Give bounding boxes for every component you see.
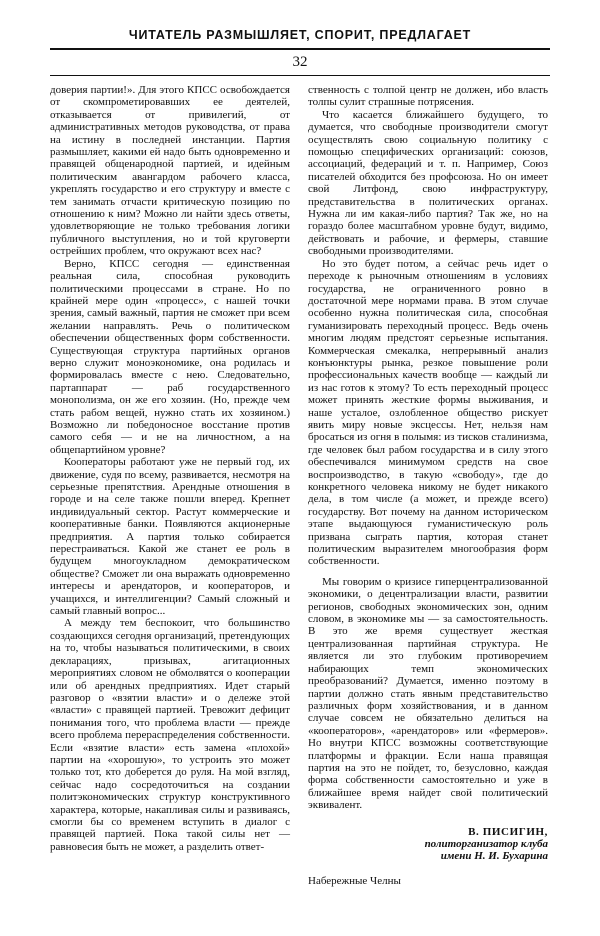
author-signature [308, 826, 548, 863]
left-column [50, 84, 290, 853]
right-column [308, 84, 548, 887]
paragraph: доверия партии!». Для этого КПСС освобождается от скомпрометировавших ее деятелей, отказывается от привилегий, от административных методов руководства, от права на истину в последней инстанции. Партия размышляет, какими ей надо быть одновременно и правящей общенародной партией, и идейным политическим авангардом рабочего класса, укреплять государство и его структуру и вместе с тем занимать отчасти критическую позицию по отношению к ним? Можно ли найти здесь ответы, удовлетворяющие не только требования логики публичного выступления, но и той круговерти острейших проблем, что окружают всех нас? [50, 84, 290, 258]
section-header: ЧИТАТЕЛЬ РАЗМЫШЛЯЕТ, СПОРИТ, ПРЕДЛАГАЕТ [128, 28, 472, 42]
page-number-rule [50, 75, 550, 76]
author-name: В. ПИСИГИН, [468, 825, 548, 838]
paragraph: ственность с толпой центр не должен, ибо власть толпы сулит страшные потрясения. [308, 84, 548, 109]
paragraph: А между тем беспокоит, что большинство создающихся сегодня организаций, претендующих на то, чтобы называться политическими, в своих декларациях, призывах, агитационных мероприятиях словом не обмолвятся о кооперации или об арендных предприятиях. Идет старый разговор о «взятии власти» и о дележе этой «власти» с правящей партией. Тревожит дефицит понимания того, что проблема власти — прежде всего проблема перераспределения собственности. Если «взятие власти» есть замена «плохой» партии на «хорошую», то устроить это может только тот, кто доберется до руля. На мой взгляд, сейчас надо сосредоточиться на создании политэкономических структур конструктивного характера, которые, накапливая силы и развиваясь, смогли бы со временем вступить в диалог с правящей партией. Пока такой силы нет — равновесия быть не может, а разделить ответ- [50, 617, 290, 853]
paragraph: Что касается ближайшего будущего, то думается, что свободные производители смогут осуществлять свою социальную политику с помощью специфических организаций: союзов, ассоциаций, федераций и т. п. Например, Союз писателей обходится без профсоюза. Но он имеет свой Литфонд, свою инфраструктуру, представительства в политических органах. Нужна ли им какая-либо партия? Так же, но на гораздо более масштабном уровне будут, видимо, действовать и рабочие, и фермеры, ставшие свободными производителями. [308, 108, 548, 258]
paragraph: Мы говорим о кризисе гиперцентрализованной экономики, о децентрализации власти, развитии регионов, свободных экономических зон, одним словом, в экономике мы — за самостоятельность. В это же время существует жесткая централизованная партийная структура. Не является ли это глубоким противоречием набирающих темп экономических преобразований? Думается, именно поэтому в партии должно стать явным представительство различных форм хозяйствования, и в данном случае совсем не обязательно делиться на «кооператоров», «арендаторов» или «фермеров». Но внутри КПСС возможны соответствующие платформы и фракции. Если наша правящая партия на это не пойдет, то, безусловно, каждая форма собственности самостоятельно и уже в ближайшее время найдет свой политический эквивалент. [308, 575, 548, 812]
author-role: имени Н. И. Бухарина [440, 850, 548, 863]
paragraph: Верно, КПСС сегодня — единственная реальная сила, способная руководить политическими процессами в стране. Но по крайней мере один «процесс», с нашей точки зрения, самый важный, партия не сможет при всем желании направлять. Речь о политическом обеспечении общественных форм собственности. Существующая структура партийных органов верно служит моноэкономике, она родилась и формировалась вместе с нею. Следовательно, партаппарат — раб государственного монополизма, он же его хозяин. (Но, прежде чем стать рабом вещей, нужно стать их хозяином.) Возможно ли победоносное восстание против самого себя — и не на личностном, а на общепартийном уровне? [50, 257, 290, 456]
header-rule [50, 48, 550, 50]
author-role: политорганизатор клуба [424, 837, 548, 850]
paragraph: Но это будет потом, а сейчас речь идет о переходе к рыночным отношениям в условиях государства, не ограниченного ровно в достаточной мере нормами права. В этом случае особенно нужна политическая сила, способная гуманизировать переходный процесс. Ведь очень многим людям предстоят серьезные испытания. Коммерческая смекалка, непрерывный анализ конъюнктуры рынка, резкое повышение роли профессиональных качеств вообще — каждый ли из нас готов к этому? То есть переходный процесс может принять жесткие формы выживания, и наше усталое, озлобленное общество рискует явить миру новые эксцессы. Нет, нельзя нам бросаться из огня в полымя: из тисков сталинизма, где человек был рабом государства и в силу этого обеспечивался минимумом средств на свое воспроизводство, в такую «свободу», где до конкретного человека никому не будет никакого дела, в том числе (а может, и прежде всего) государству. Вот почему на данном историческом этапе выдающуюся гуманистическую роль призвана сыграть партия, которая станет политическим выразителем многообразия форм собственности. [308, 257, 548, 568]
page-number: 32 [292, 54, 308, 70]
author-city: Набережные Челны [308, 874, 401, 887]
paragraph: Кооператоры работают уже не первый год, их движение, судя по всему, развивается, несмотря на серьезные препятствия. Арендные отношения в городе и на селе также пошли вперед. Крепнет индивидуальный сектор. Растут коммерческие и кооперативные банки. Появляются акционерные предприятия. А партия только собирается перестраиваться. Какой же станет ее роль в будущем многоукладном демократическом обществе? Сможет ли она выражать одновременно интересы и арендаторов, и кооператоров, и учащихся, и интеллигенции? Самый сложный и самый главный вопрос... [50, 456, 290, 618]
